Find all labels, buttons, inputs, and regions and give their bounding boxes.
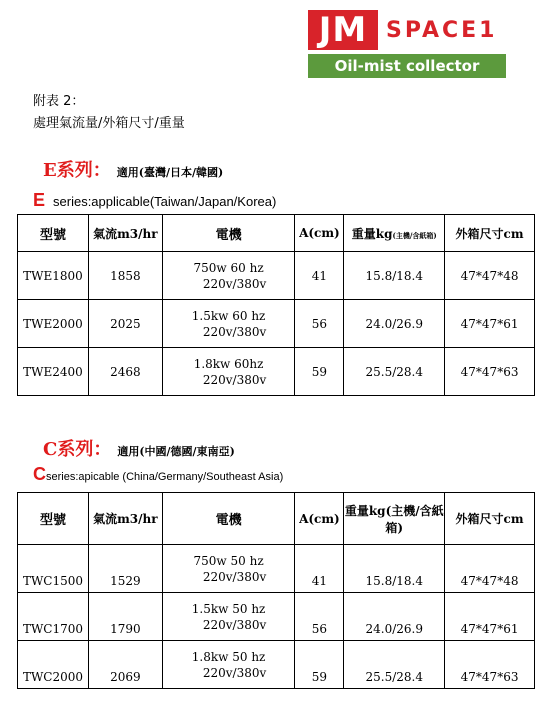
motor-voltage: 220v/380v (202, 569, 267, 584)
cell-weight: 15.8/18.4 (344, 545, 445, 593)
cell-box: 47*47*63 (445, 641, 535, 689)
table-row (18, 641, 535, 689)
cell-motor (162, 641, 295, 689)
cell-motor (162, 300, 295, 348)
col-weight-note: (主機/含紙箱) (392, 230, 437, 240)
e-series-english-text: series:applicable(Taiwan/Japan/Korea) (53, 194, 277, 209)
cell-a: 59 (295, 348, 344, 396)
c-series-note: 適用(中國/德國/東南亞) (117, 445, 235, 458)
table-row (18, 545, 535, 593)
logo-jm: JM (308, 10, 378, 50)
c-series-colon: ： (93, 439, 112, 460)
c-series-title: C系列 (43, 439, 94, 460)
cell-weight: 24.0/26.9 (344, 300, 445, 348)
appendix-label: 附表 2： (33, 94, 85, 109)
motor-power: 1.5kw 50 hz (191, 601, 266, 616)
cell-box: 47*47*48 (445, 545, 535, 593)
col-a: A(cm) (295, 215, 344, 252)
table-header-row (18, 215, 535, 252)
cell-model: TWE2400 (18, 348, 89, 396)
table-row (18, 300, 535, 348)
cell-a: 41 (295, 545, 344, 593)
col-flow: 氣流m3/hr (88, 493, 162, 545)
c-series-table (17, 492, 535, 689)
e-series-heading (43, 156, 223, 182)
cell-a: 41 (295, 252, 344, 300)
e-series-note: 適用(臺灣/日本/韓國) (116, 166, 224, 179)
col-weight-label: 重量kg (351, 226, 393, 241)
cell-flow: 1529 (88, 545, 162, 593)
col-box: 外箱尺寸cm (445, 493, 535, 545)
cell-model: TWE1800 (18, 252, 89, 300)
table-row (18, 593, 535, 641)
motor-voltage: 220v/380v (202, 665, 267, 680)
logo-space: SPACE1 (386, 18, 498, 43)
table-row (18, 348, 535, 396)
col-motor: 電機 (162, 215, 295, 252)
c-series-english (33, 464, 283, 485)
cell-motor (162, 593, 295, 641)
cell-flow: 2069 (88, 641, 162, 689)
col-model: 型號 (18, 493, 89, 545)
motor-voltage: 220v/380v (202, 324, 267, 339)
cell-box: 47*47*63 (445, 348, 535, 396)
cell-a: 59 (295, 641, 344, 689)
cell-flow: 2025 (88, 300, 162, 348)
logo-tagline: Oil-mist collector (308, 54, 506, 78)
cell-motor (162, 545, 295, 593)
c-series-english-text: series:apicable (China/Germany/Southeast Asia) (46, 471, 284, 483)
motor-voltage: 220v/380v (202, 372, 267, 387)
motor-power: 750w 60 hz (193, 260, 264, 275)
motor-power: 1.8kw 60hz (193, 356, 264, 371)
col-a: A(cm) (295, 493, 344, 545)
cell-flow: 1858 (88, 252, 162, 300)
cell-model: TWC1700 (18, 593, 89, 641)
c-series-prefix: C (33, 464, 46, 484)
col-motor: 電機 (162, 493, 295, 545)
motor-voltage: 220v/380v (202, 617, 267, 632)
e-series-colon: ： (92, 160, 111, 181)
cell-model: TWC2000 (18, 641, 89, 689)
c-series-heading (43, 435, 235, 461)
logo-top (308, 8, 506, 52)
table-row (18, 252, 535, 300)
cell-flow: 1790 (88, 593, 162, 641)
cell-model: TWE2000 (18, 300, 89, 348)
cell-flow: 2468 (88, 348, 162, 396)
e-series-english (33, 190, 276, 211)
cell-box: 47*47*48 (445, 252, 535, 300)
company-logo (308, 8, 506, 78)
motor-voltage: 220v/380v (202, 276, 267, 291)
col-model: 型號 (18, 215, 89, 252)
cell-box: 47*47*61 (445, 300, 535, 348)
cell-weight: 24.0/26.9 (344, 593, 445, 641)
cell-weight: 25.5/28.4 (344, 641, 445, 689)
cell-a: 56 (295, 300, 344, 348)
motor-power: 1.8kw 50 hz (191, 649, 266, 664)
motor-power: 750w 50 hz (193, 553, 264, 568)
document-subtitle: 處理氣流量/外箱尺寸/重量 (33, 116, 185, 131)
col-flow: 氣流m3/hr (88, 215, 162, 252)
motor-power: 1.5kw 60 hz (191, 308, 266, 323)
e-series-prefix: E (33, 190, 46, 210)
cell-weight: 25.5/28.4 (344, 348, 445, 396)
table-header-row (18, 493, 535, 545)
cell-motor (162, 252, 295, 300)
cell-model: TWC1500 (18, 545, 89, 593)
col-weight (344, 215, 445, 252)
cell-a: 56 (295, 593, 344, 641)
e-series-table (17, 214, 535, 396)
cell-motor (162, 348, 295, 396)
col-box: 外箱尺寸cm (445, 215, 535, 252)
cell-box: 47*47*61 (445, 593, 535, 641)
col-weight: 重量kg(主機/含紙箱) (344, 493, 445, 545)
e-series-title: E系列 (43, 160, 93, 181)
cell-weight: 15.8/18.4 (344, 252, 445, 300)
